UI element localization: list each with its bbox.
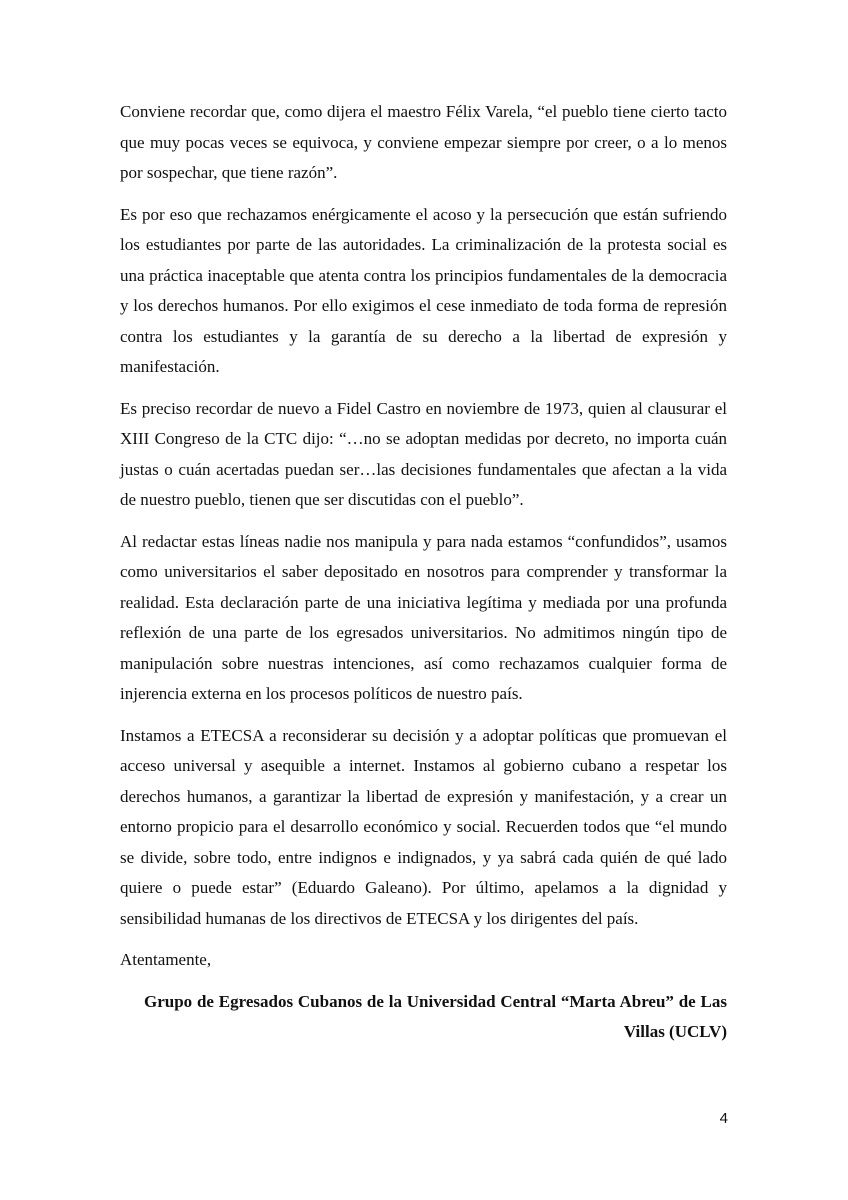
signature: Grupo de Egresados Cubanos de la Universidad Central “Marta Abreu” de Las Villas (UCLV) — [144, 991, 727, 1041]
closing-salutation: Atentamente, — [120, 950, 212, 969]
paragraph-persecution: Es por eso que rechazamos enérgicamente el acoso y la persecución que están sufriendo los estudiantes por parte de las autoridades. La criminalización de la protesta social es una práctica inaceptable que atenta contra los principios fundamentales de la democracia y los derechos humanos. Por ello exigimos el cese inmediato de toda forma de represión contra los estudiantes y la garantía de su derecho a la libertad de expresión y manifestación. — [120, 204, 727, 376]
document-body — [120, 97, 727, 1059]
paragraph-varela-quote: Conviene recordar que, como dijera el maestro Félix Varela, “el pueblo tiene cierto tacto que muy pocas veces se equivoca, y conviene empezar siempre por creer, o a lo menos por sospechar, que tiene razón”. — [120, 102, 727, 182]
paragraph-no-manipulation: Al redactar estas líneas nadie nos manipula y para nada estamos “confundidos”, usamos como universitarios el saber depositado en nosotros para comprender y transformar la realidad. Esta declaración parte de una iniciativa legítima y mediada por una profunda reflexión de una parte de los egresados universitarios. No admitimos ningún tipo de manipulación sobre nuestras intenciones, así como rechazamos cualquier forma de injerencia externa en los procesos políticos de nuestro país. — [120, 531, 727, 703]
paragraph-demands: Instamos a ETECSA a reconsiderar su decisión y a adoptar políticas que promuevan el acceso universal y asequible a internet. Instamos al gobierno cubano a respetar los derechos humanos, a garantizar la libertad de expresión y manifestación, y a crear un entorno propicio para el desarrollo económico y social. Recuerden todos que “el mundo se divide, sobre todo, entre indignos e indignados, y ya sabrá cada quién de qué lado quiere o puede estar” (Eduardo Galeano). Por último, apelamos a la dignidad y sensibilidad humanas de los directivos de ETECSA y los dirigentes del país. — [120, 725, 727, 928]
page-number: 4 — [719, 1110, 728, 1127]
paragraph-fidel-quote: Es preciso recordar de nuevo a Fidel Castro en noviembre de 1973, quien al clausurar el XIII Congreso de la CTC dijo: “…no se adoptan medidas por decreto, no importa cuán justas o cuán acertadas puedan ser…las decisiones fundamentales que afectan a la vida de nuestro pueblo, tienen que ser discutidas con el pueblo”. — [120, 398, 727, 509]
